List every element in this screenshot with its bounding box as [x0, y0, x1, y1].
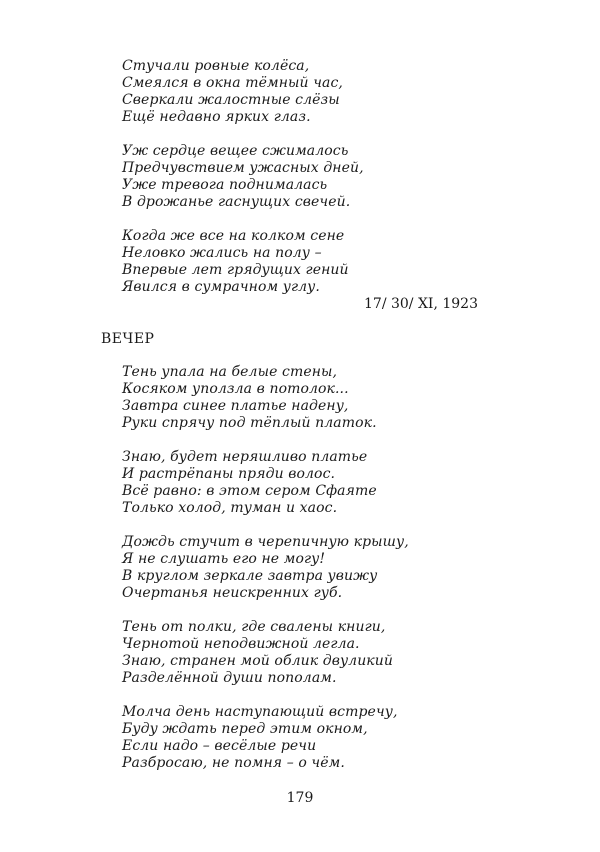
verse-line: Ещё недавно ярких глаз. — [122, 109, 311, 125]
verse-line: Разбросаю, не помня – о чём. — [122, 755, 345, 771]
verse-line: Знаю, странен мой облик двуликий — [122, 653, 394, 669]
verse-line: Буду ждать перед этим окном, — [122, 721, 368, 737]
verse-line: В круглом зеркале завтра увижу — [122, 568, 378, 584]
verse-line: Косяком уползла в потолок... — [122, 381, 349, 397]
verse-line: Когда же все на колком сене — [122, 228, 345, 244]
poem1-stanza-2 — [122, 143, 364, 211]
verse-line: Сверкали жалостные слёзы — [122, 92, 340, 108]
verse-line: Чернотой неподвижной легла. — [122, 636, 360, 652]
verse-line: Уже тревога поднималась — [122, 177, 328, 193]
verse-line: Очертанья неискренних губ. — [122, 585, 343, 601]
verse-line: Только холод, туман и хаос. — [122, 500, 338, 516]
verse-line: Тень от полки, где свалены книги, — [122, 619, 386, 635]
verse-line: Неловко жались на полу – — [122, 245, 322, 261]
verse-line: Завтра синее платье надену, — [122, 398, 349, 414]
verse-line: Дождь стучит в черепичную крышу, — [122, 534, 409, 550]
verse-line: Я не слушать его не могу! — [122, 551, 326, 567]
poem-date: 17/ 30/ XI, 1923 — [364, 296, 478, 312]
verse-line: В дрожанье гаснущих свечей. — [122, 194, 351, 210]
poem2-stanza-2 — [122, 449, 377, 517]
verse-line: Явился в сумрачном углу. — [122, 279, 320, 295]
verse-line: Знаю, будет неряшливо платье — [122, 449, 368, 465]
verse-line: Предчувствием ужасных дней, — [122, 160, 364, 176]
verse-line: Руки спрячу под тёплый платок. — [122, 415, 377, 431]
verse-line: Тень упала на белые стены, — [122, 364, 338, 380]
poem2-stanza-5 — [122, 704, 398, 772]
poem1-stanza-3 — [122, 228, 349, 296]
verse-line: Стучали ровные колёса, — [122, 58, 310, 74]
verse-line: Разделённой души пополам. — [122, 670, 337, 686]
poem-title: ВЕЧЕР — [101, 331, 155, 347]
verse-line: Молча день наступающий встречу, — [122, 704, 398, 720]
verse-line: Всё равно: в этом сером Сфаяте — [122, 483, 377, 499]
poem2-stanza-1 — [122, 364, 377, 432]
poem1-stanza-1 — [122, 58, 343, 126]
verse-line: Впервые лет грядущих гений — [122, 262, 349, 278]
verse-line: Уж сердце вещее сжималось — [122, 143, 349, 159]
poem2-stanza-4 — [122, 619, 393, 687]
verse-line: И растрёпаны пряди волос. — [122, 466, 336, 482]
verse-line: Если надо – весёлые речи — [122, 738, 317, 754]
poem2-stanza-3 — [122, 534, 409, 602]
page-number: 179 — [286, 790, 314, 806]
verse-line: Смеялся в окна тёмный час, — [122, 75, 343, 91]
